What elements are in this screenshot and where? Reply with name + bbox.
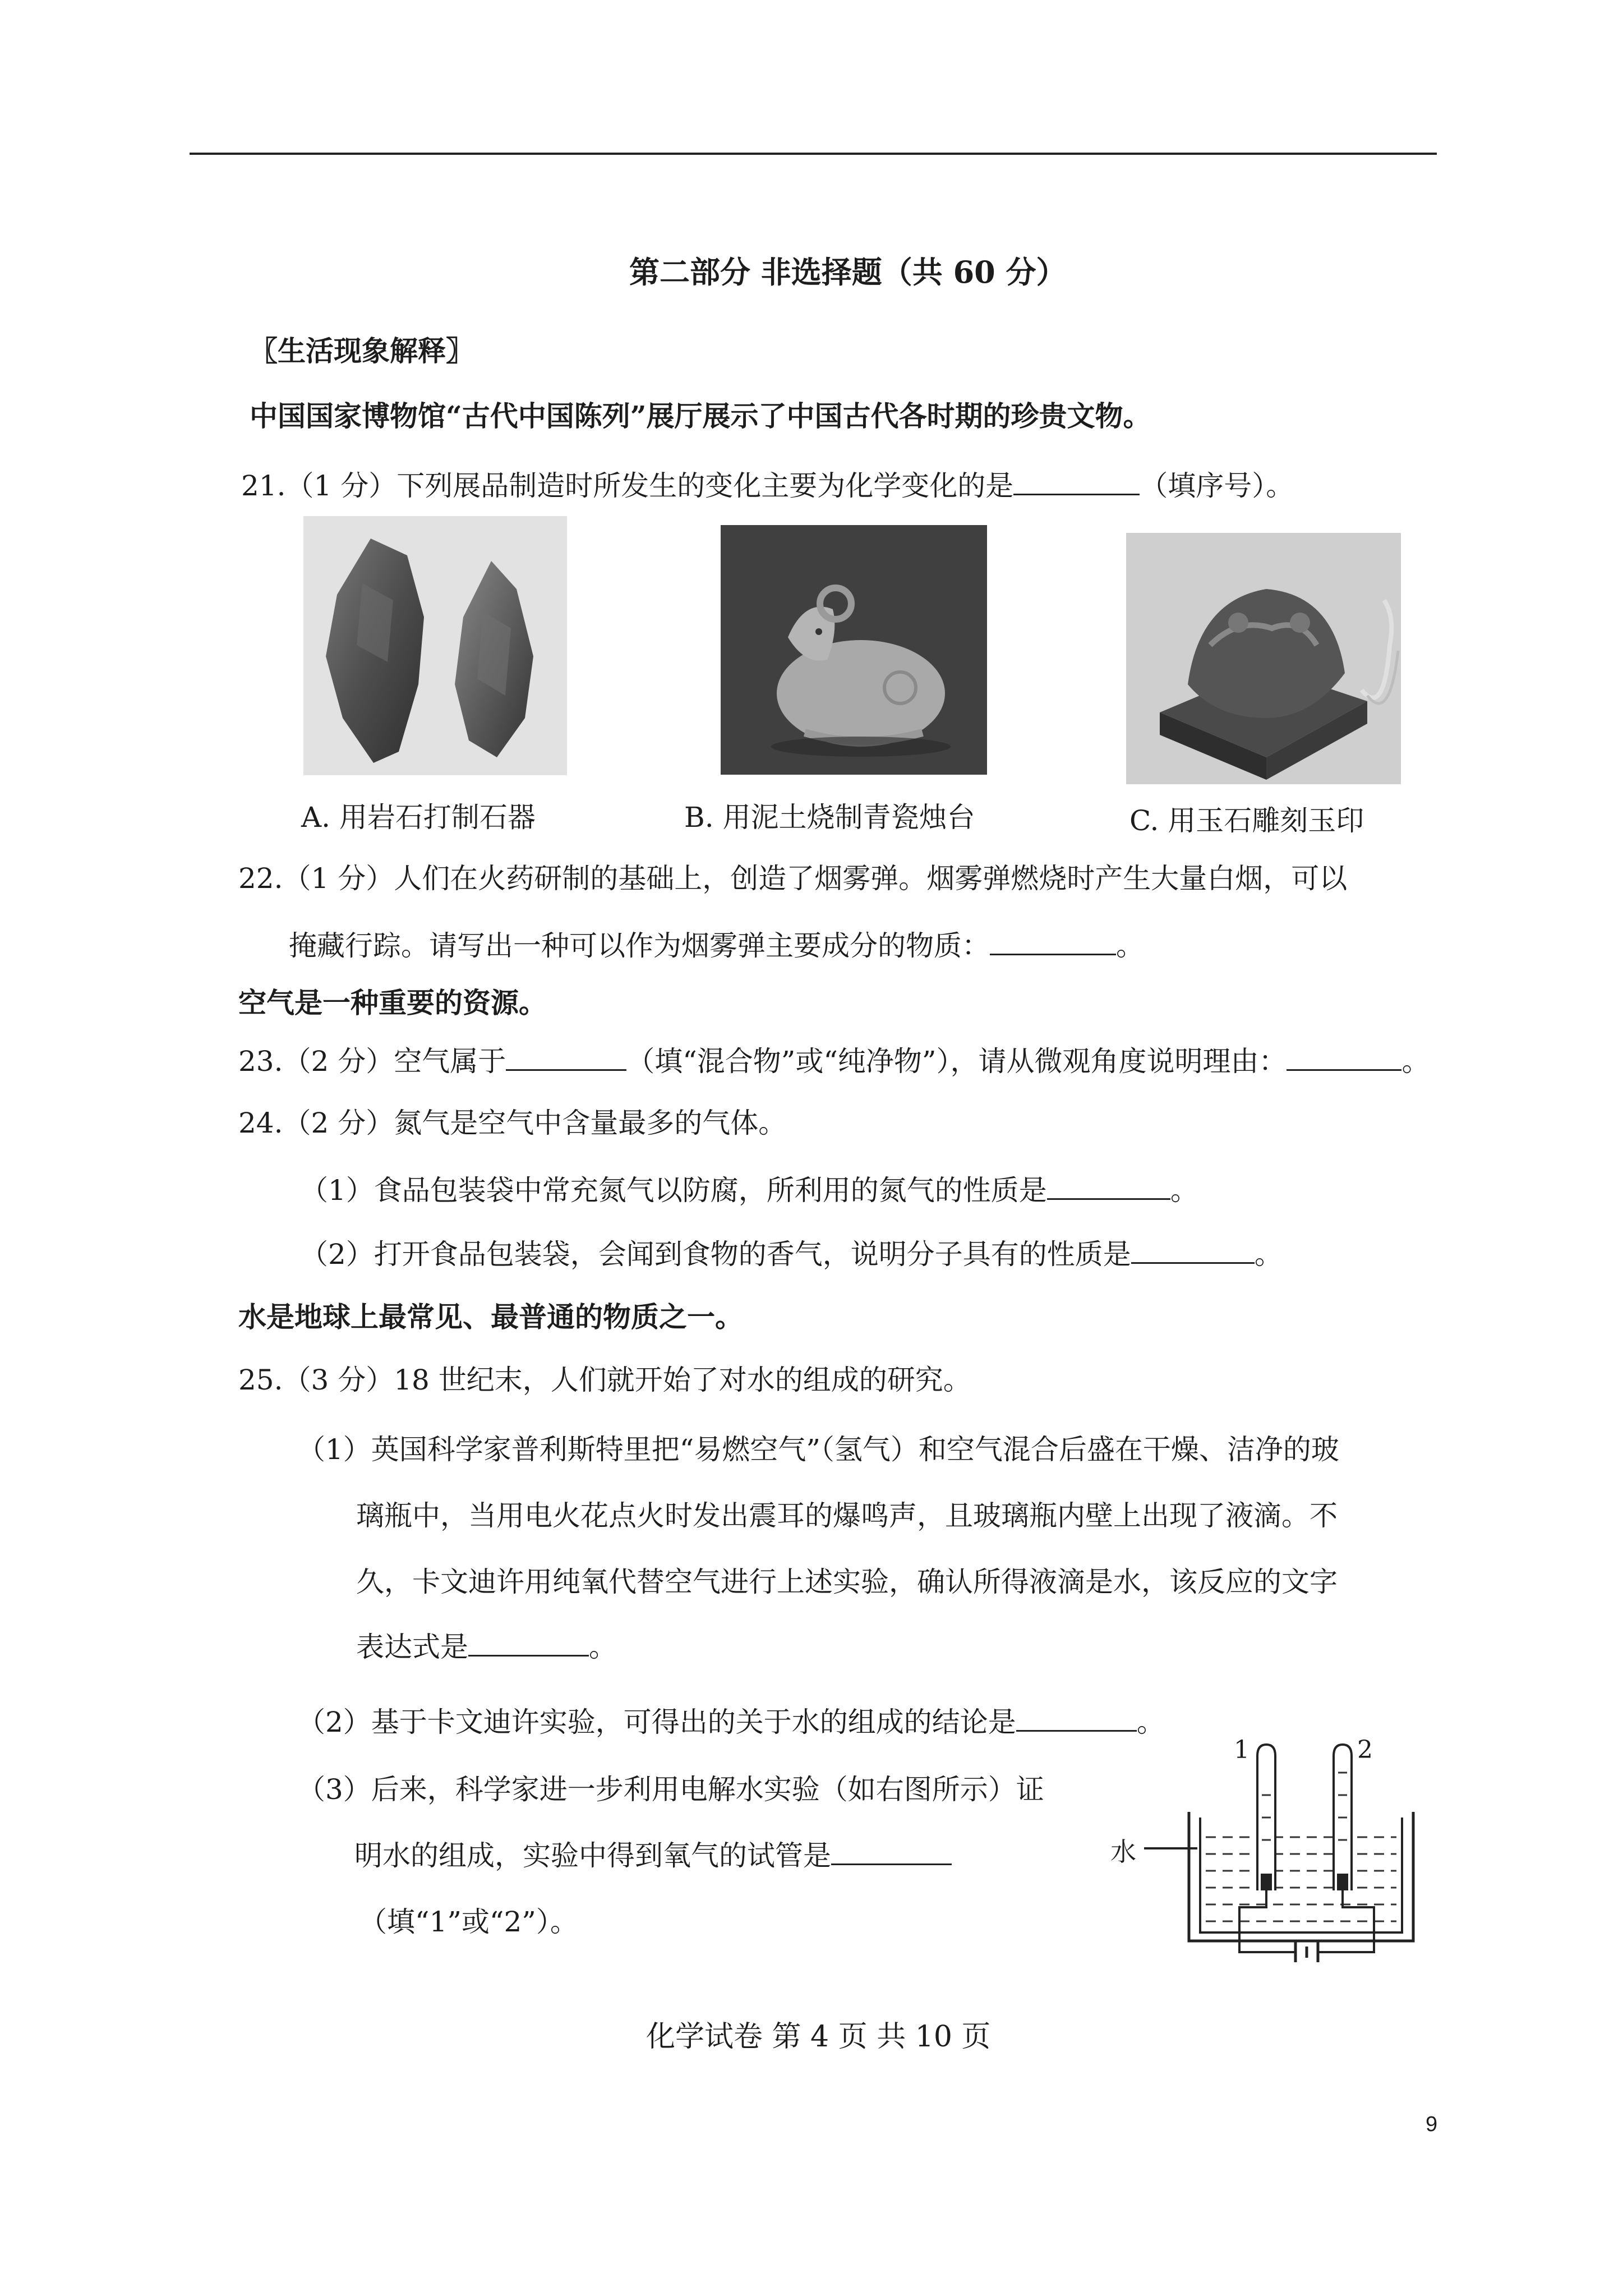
q24-stem: 24.（2 分）氮气是空气中含量最多的气体。 xyxy=(238,1107,787,1139)
q23: 23.（2 分）空气属于 （填“混合物”或“纯净物”），请从微观角度说明理由： 。 xyxy=(238,1045,1430,1078)
jade-seal-image xyxy=(1126,533,1401,784)
q24-blank-1[interactable] xyxy=(1047,1176,1170,1200)
q25-part3-line1: （3）后来，科学家进一步利用电解水实验（如右图所示）证 xyxy=(297,1773,1044,1806)
q22-answer-blank[interactable] xyxy=(990,931,1116,955)
q21-option-a: A. 用岩石打制石器 xyxy=(301,801,536,834)
tube-1-label: 1 xyxy=(1234,1736,1249,1764)
q24-part2: （2）打开食品包装袋，会闻到食物的香气，说明分子具有的性质是 。 xyxy=(300,1238,1283,1271)
q25-part1-line1: （1）英国科学家普利斯特里把“易燃空气”（氢气）和空气混合后盛在干燥、洁净的玻 xyxy=(297,1433,1339,1466)
page-number: 9 xyxy=(1426,2113,1438,2136)
q22-line2: 掩藏行踪。请写出一种可以作为烟雾弹主要成分的物质： 。 xyxy=(289,930,1144,962)
water-label: 水 xyxy=(1110,1837,1136,1867)
intro-water: 水是地球上最常见、最普通的物质之一。 xyxy=(238,1300,743,1333)
q23-blank-1[interactable] xyxy=(506,1047,626,1071)
q22-line1: 22.（1 分）人们在火药研制的基础上，创造了烟雾弹。烟雾弹燃烧时产生大量白烟，可以 xyxy=(238,862,1348,895)
q25-part3-line3: （填“1”或“2”）。 xyxy=(359,1906,578,1938)
q25-part2: （2）基于卡文迪许实验，可得出的关于水的组成的结论是 。 xyxy=(297,1706,1165,1738)
q25-blank-3[interactable] xyxy=(831,1841,952,1865)
header-rule xyxy=(190,153,1437,155)
q25-part1-line2: 璃瓶中，当用电火花点火时发出震耳的爆鸣声，且玻璃瓶内壁上出现了液滴。不 xyxy=(356,1499,1338,1532)
celadon-ram-candlestick-image xyxy=(721,525,987,775)
q21-option-b: B. 用泥土烧制青瓷烛台 xyxy=(684,801,975,834)
q25-part1-line4: 表达式是 。 xyxy=(356,1631,617,1663)
electrolysis-diagram xyxy=(1110,1736,1424,1963)
tube-2-label: 2 xyxy=(1357,1736,1373,1764)
intro-air: 空气是一种重要的资源。 xyxy=(238,986,547,1019)
q25-part1-line3: 久，卡文迪许用纯氧代替空气进行上述实验，确认所得液滴是水，该反应的文字 xyxy=(356,1566,1338,1598)
q21-stem: 21.（1 分）下列展品制造时所发生的变化主要为化学变化的是 （填序号）。 xyxy=(241,470,1294,502)
q21-answer-blank[interactable] xyxy=(1013,471,1140,495)
q21-option-c: C. 用玉石雕刻玉印 xyxy=(1129,804,1364,837)
q25-part3-line2: 明水的组成，实验中得到氧气的试管是 xyxy=(354,1839,952,1872)
section-title: 第二部分 非选择题（共 60 分） xyxy=(629,254,1067,290)
page-footer: 化学试卷 第 4 页 共 10 页 xyxy=(646,2020,991,2054)
q23-blank-2[interactable] xyxy=(1287,1047,1401,1071)
intro-museum: 中国国家博物馆“古代中国陈列”展厅展示了中国古代各时期的珍贵文物。 xyxy=(250,399,1151,432)
stone-tools-image xyxy=(303,516,567,775)
q24-part1: （1）食品包装袋中常充氮气以防腐，所利用的氮气的性质是 。 xyxy=(300,1174,1198,1207)
q24-blank-2[interactable] xyxy=(1131,1240,1255,1264)
q25-blank-2[interactable] xyxy=(1016,1708,1137,1732)
section-heading: 〖生活现象解释〗 xyxy=(250,334,474,367)
q25-stem: 25.（3 分）18 世纪末，人们就开始了对水的组成的研究。 xyxy=(238,1364,971,1396)
q25-blank-1[interactable] xyxy=(468,1632,589,1657)
